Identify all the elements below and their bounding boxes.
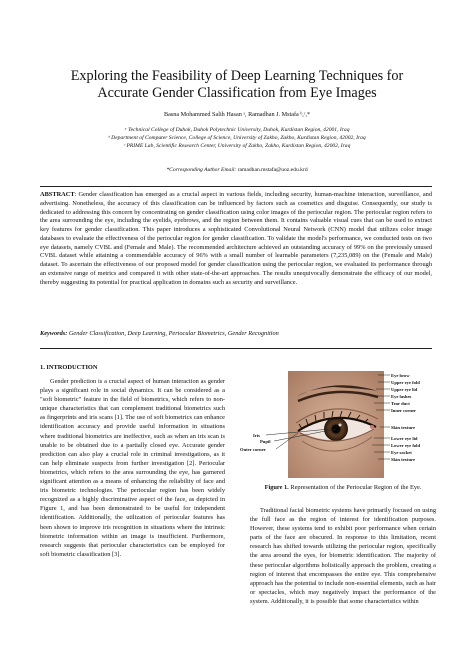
label-lower-eye-lid: Lower eye lid <box>391 436 418 441</box>
keywords-text: Gender Classification, Deep Learning, Periocular Biometrics, Gender Recognition <box>67 330 279 337</box>
corresponding-email[interactable]: ramadhan.mstafa@uoz.edu.krd <box>236 167 308 173</box>
affiliation-b: ᵇ Department of Computer Science, College of Science, University of Zakho, Zakho, Kurdistan Region, 42002, Iraq <box>108 134 366 141</box>
keywords <box>40 330 432 337</box>
label-skin-texture-2: Skin texture <box>391 457 416 462</box>
top-divider <box>40 186 432 187</box>
affiliations <box>40 127 434 150</box>
abstract <box>40 191 432 287</box>
label-eye-socket: Eye socket <box>391 450 412 455</box>
intro-paragraph-1: Gender prediction is a crucial aspect of human interaction as gender plays a significant role in social dynamics. It can be considered as a "soft biometric" feature in the field of biometrics, which refers to non-unique characteristics that can complement traditional biometrics such as fingerprints and iris scans [1]. The use of soft biometrics can enhance identification accuracy and provide useful information in situations where traditional biometrics are ineffective, such as when an iris scan is unable to be obtained due to a partially closed eye. Accurate gender prediction can also play a crucial role in criminal investigations, as it can help eliminate suspects from further investigation [2]. Periocular biometrics, which refers to the area surrounding the eye, has garnered significant attention as a means of enhancing the reliability of face and iris biometric technologies. The periocular region has been widely recognized as a highly discriminative aspect of the face, as depicted in Figure 1, and has been demonstrated to be useful for independent identification. Additionally, the utilization of periocular features has been shown to improve iris recognition in situations where the intrinsic biometric information within an image is insufficient. Furthermore, research suggests that periocular characteristics can be employed for soft biometric classification [3]. <box>40 378 225 558</box>
label-tear-duct: Tear duct <box>391 401 410 406</box>
intro-paragraph-2: Traditional facial biometric systems have primarily focused on using the full face as the region of interest for identification purposes. However, these systems tend to exhibit poor performance when certain parts of the face are obscured. In response to this limitation, recent research has shifted towards utilizing the periocular region, specifically the area around the eyes, for biometric identification. The majority of these periocular algorithms holistically approach the problem, creating a region of interest that encompasses the entire eye. This comprehensive approach has the potential to include non-essential elements, such as hair or spectacles, which may negatively impact the performance of the system. Additionally, it is possible that some characteristics within <box>250 507 436 605</box>
figure-leader-lines <box>248 371 436 479</box>
label-inner-corner: Inner corner <box>391 408 417 413</box>
abstract-label: ABSTRACT <box>40 191 75 198</box>
label-pupil: Pupil <box>260 439 271 444</box>
abstract-text: : Gender classification has emerged as a crucial aspect in various fields, including security, human-machine interaction, surveillance, and advertising. Nonetheless, the accuracy of this classification can be influenced by factors such as cosmetics and disguise. Consequently, our study is dedicated to addressing this concern by concentrating on gender classification using color images of the periocular region. The periocular region refers to the area surrounding the eye, including the eyelids, eyebrows, and the region between them. It contains valuable visual cues that can be used to extract key features for gender classification. This paper introduces a sophisticated Convolutional Neural Network (CNN) model that utilizes color image databases to evaluate the effectiveness of the periocular region for gender classification. To validate the model's performance, we conducted tests on two eye datasets, namely CVBL and (Female and Male). The recommended architecture achieved an outstanding accuracy of 99% on the previously unused CVBL dataset while attaining a commendable accuracy of 96% with a small number of learnable parameters (7,235,089) on the (Female and Male) dataset. To ascertain the effectiveness of our proposed model for gender classification using the periocular region, we evaluated its performance through an extensive range of metrics and compared it with other state-of-the-art approaches. The results unequivocally demonstrate the efficacy of our model, thereby suggesting its potential for practical application in domains such as security and surveillance. <box>40 191 432 286</box>
figure-1 <box>240 371 436 479</box>
title-line-2: Accurate Gender Classification from Eye Images <box>97 85 377 101</box>
label-eye-brow: Eye brow <box>391 373 410 378</box>
paper-title <box>40 68 434 102</box>
label-outer-corner: Outer corner <box>240 447 266 452</box>
label-eye-lashes: Eye lashes <box>391 394 412 399</box>
affiliation-a: ᵃ Technical College of Duhok, Duhok Polytechnic University, Duhok, Kurdistan Region, 42001, Iraq <box>124 127 350 133</box>
label-iris: Iris <box>253 433 260 438</box>
right-column <box>250 506 436 606</box>
corresponding-author <box>40 167 434 173</box>
figure-caption-label: Figure 1. <box>264 484 289 491</box>
figure-caption-text: Representation of the Periocular Region of the Eye. <box>288 484 422 491</box>
figure-caption <box>250 484 436 493</box>
left-column <box>40 377 225 559</box>
keywords-label: Keywords: <box>40 330 68 337</box>
label-upper-eye-fold: Upper eye fold <box>391 380 420 385</box>
label-skin-texture-1: Skin texture <box>391 425 416 430</box>
author-list: Basna Mohammed Salih Hasan ᵃ, Ramadhan J. Mstafa ᵇ,ᶜ,* <box>163 111 311 118</box>
label-lower-eye-fold: Lower eye fold <box>391 443 421 448</box>
label-upper-eye-lid: Upper eye lid <box>391 387 418 392</box>
bottom-divider <box>40 348 432 349</box>
section-heading: 1. INTRODUCTION <box>40 364 98 371</box>
affiliation-c: ᶜ PRIME Lab, Scientific Research Center, University of Zakho, Zakho, Kurdistan Region, 42002, Iraq <box>123 142 351 149</box>
title-line-1: Exploring the Feasibility of Deep Learning Techniques for <box>70 68 404 84</box>
corresponding-label: *Corresponding Author Email: <box>166 167 237 173</box>
